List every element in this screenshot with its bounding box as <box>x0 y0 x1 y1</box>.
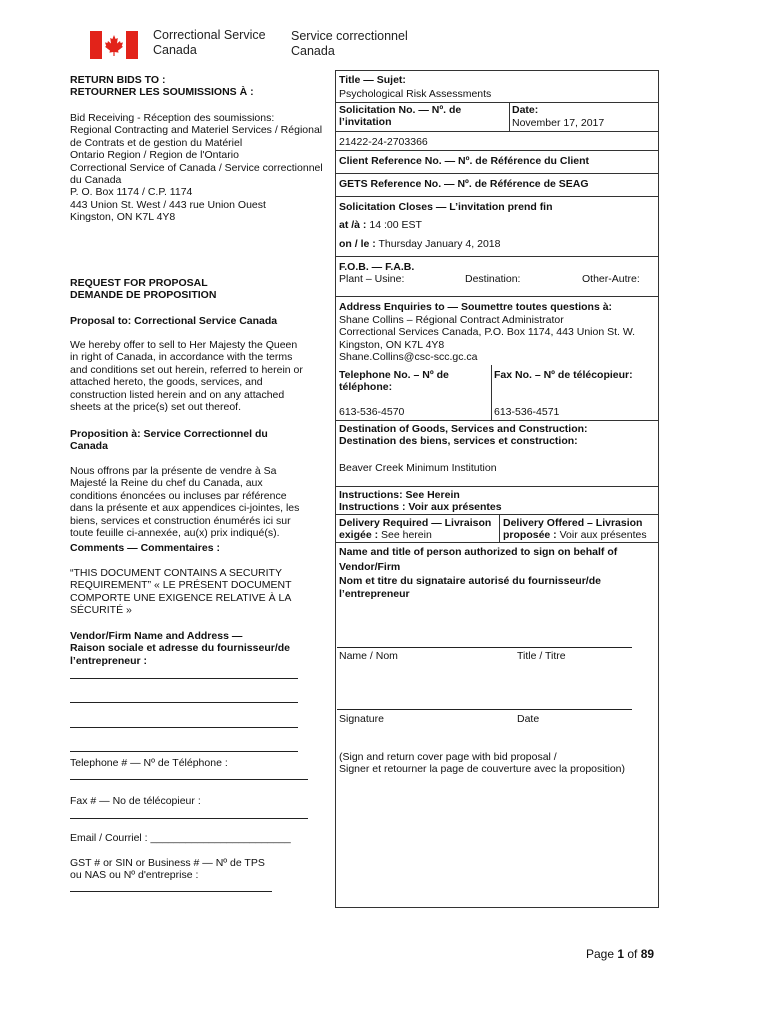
enquiries-contact: Shane Collins – Régional Contract Administrator Correctional Services Canada, P.O. Box 1174, 443 Union St. W. Kingston, ON K7L 4Y8 Shane.Collins@csc-scc.gc.ca <box>339 314 636 364</box>
telephone-label: Telephone # — Nº de Téléphone : <box>70 757 228 769</box>
canada-flag-icon <box>90 31 138 59</box>
vendor-line-2[interactable] <box>70 702 298 703</box>
solicitation-value: 21422-24-2703366 <box>339 136 428 148</box>
title-sig-label: Title / Titre <box>517 650 566 662</box>
on-label: on / le : <box>339 238 376 250</box>
title-value: Psychological Risk Assessments <box>339 88 492 100</box>
telephone-no-value: 613-536-4570 <box>339 406 405 418</box>
email-label: Email / Courriel : ________________________ <box>70 832 291 844</box>
vendor-line-4[interactable] <box>70 751 298 752</box>
proposal-to: Proposal to: Correctional Service Canada <box>70 315 278 327</box>
closing-date <box>339 238 500 250</box>
name-title-line[interactable] <box>337 647 632 648</box>
page-of: of <box>624 947 641 961</box>
gst-label-line1: GST # or SIN or Business # — Nº de TPS <box>70 857 265 869</box>
delivery-required-label: Delivery Required — Livraison exigée : <box>339 517 492 542</box>
fax-field[interactable] <box>70 818 308 819</box>
vendor-line-3[interactable] <box>70 727 298 728</box>
solicitation-label: Solicitation No. — Nº. de l’invitation <box>339 104 462 129</box>
gets-reference-label: GETS Reference No. — Nº. de Référence de SEAG <box>339 178 589 190</box>
vendor-name-label: Vendor/Firm Name and Address — Raison sociale et adresse du fournisseur/de l’entrepreneur : <box>70 630 290 667</box>
rfp-title-fr: DEMANDE DE PROPOSITION <box>70 289 217 301</box>
enquiries-label: Address Enquiries to — Soumettre toutes questions à: <box>339 301 613 313</box>
date-label: Date: <box>512 104 539 116</box>
delivery-required <box>339 517 497 542</box>
dept-fr-line1: Service correctionnel <box>291 29 408 43</box>
page-prefix: Page <box>586 947 618 961</box>
date-value: November 17, 2017 <box>512 117 605 129</box>
fob-destination: Destination: <box>465 273 521 285</box>
at-label: at /à : <box>339 219 367 231</box>
fax-no-label: Fax No. – Nº de télécopieur: <box>494 369 633 381</box>
dept-name-en <box>153 28 266 58</box>
at-value: 14 :00 EST <box>366 219 422 231</box>
page-current: 1 <box>617 947 625 961</box>
delivery-offered <box>503 517 659 542</box>
page-total: 89 <box>640 947 655 961</box>
sign-return-note: (Sign and return cover page with bid proposal / Signer et retourner la page de couverture avec la proposition) <box>339 751 626 776</box>
offer-text-en: We hereby offer to sell to Her Majesty the Queen in right of Canada, in accordance with the terms and conditions set out herein, referred to herein or attached hereto, the goods, services, and construction listed herein and on any attached sheets at the price(s) set out thereof. <box>70 339 303 414</box>
dept-name-fr <box>291 29 408 59</box>
offer-text-fr: Nous offrons par la présente de vendre à Sa Majesté la Reine du chef du Canada, aux conditions énoncées ou incluses par référence dans la présente et aux appendices ci-jointes, les biens, services et construction énumérés ici sur toute feuille ci-annexée, au(x) prix indiqué(s). <box>70 465 300 540</box>
title-label: Title — Sujet: <box>339 74 406 86</box>
dept-en-line1: Correctional Service <box>153 28 266 42</box>
return-bids-fr: RETOURNER LES SOUMISSIONS À : <box>70 86 254 98</box>
destination-goods-label: Destination of Goods, Services and Construction: Destination des biens, services et construction: <box>339 423 588 448</box>
instructions-label: Instructions: See Herein Instructions : Voir aux présentes <box>339 489 502 514</box>
signature-label: Signature <box>339 713 384 725</box>
dept-en-line2: Canada <box>153 43 197 57</box>
proposition-fr: Proposition à: Service Correctionnel du Canada <box>70 428 268 453</box>
page-number <box>586 948 654 960</box>
fob-label: F.O.B. — F.A.B. <box>339 261 415 273</box>
delivery-offered-label: Delivery Offered – Livrasion proposée : <box>503 517 643 542</box>
security-requirement-note: “THIS DOCUMENT CONTAINS A SECURITY REQUIREMENT” « LE PRÉSENT DOCUMENT COMPORTE UNE EXIGENCE RELATIVE À LA SÉCURITÉ » <box>70 567 292 617</box>
delivery-required-value: See herein <box>378 529 432 542</box>
closing-time <box>339 219 422 231</box>
return-bids-en: RETURN BIDS TO : <box>70 74 166 86</box>
gst-label-line2: ou NAS ou Nº d'entreprise : <box>70 869 199 881</box>
on-value: Thursday January 4, 2018 <box>375 238 501 250</box>
destination-value: Beaver Creek Minimum Institution <box>339 462 497 474</box>
fob-plant: Plant – Usine: <box>339 273 405 285</box>
dept-fr-line2: Canada <box>291 44 335 58</box>
authorized-signer-en: Name and title of person authorized to sign on behalf of Vendor/Firm <box>339 546 618 573</box>
client-reference-label: Client Reference No. — Nº. de Référence du Client <box>339 155 590 167</box>
comments-label: Comments — Commentaires : <box>70 542 220 554</box>
gst-field[interactable] <box>70 891 272 892</box>
telephone-no-label: Telephone No. – Nº de téléphone: <box>339 369 449 394</box>
telephone-field[interactable] <box>70 779 308 780</box>
fax-no-value: 613-536-4571 <box>494 406 560 418</box>
fax-label: Fax # — No de télécopieur : <box>70 795 201 807</box>
fob-other: Other-Autre: <box>582 273 640 285</box>
solicitation-closes-label: Solicitation Closes — L’invitation prend fin <box>339 201 553 213</box>
delivery-offered-value: Voir aux présentes <box>556 529 647 542</box>
signature-line[interactable] <box>337 709 632 710</box>
authorized-signer-fr: Nom et titre du signataire autorisé du fournisseur/de l’entrepreneur <box>339 575 601 600</box>
vendor-line-1[interactable] <box>70 678 298 679</box>
bid-receiving-address: Bid Receiving - Réception des soumissions: Regional Contracting and Materiel Services / Régional de Contrats et de gestion du Matériel Ontario Region / Region de l'Ontario Correctional Service of Canada / Service correctionnel du Canada P. O. Box 1174 / C.P. 1174 443 Union St. West / 443 rue Union Ouest Kingston, ON K7L 4Y8 <box>70 112 323 224</box>
name-label: Name / Nom <box>339 650 398 662</box>
rfp-title-en: REQUEST FOR PROPOSAL <box>70 277 208 289</box>
date-sig-label: Date <box>517 713 540 725</box>
